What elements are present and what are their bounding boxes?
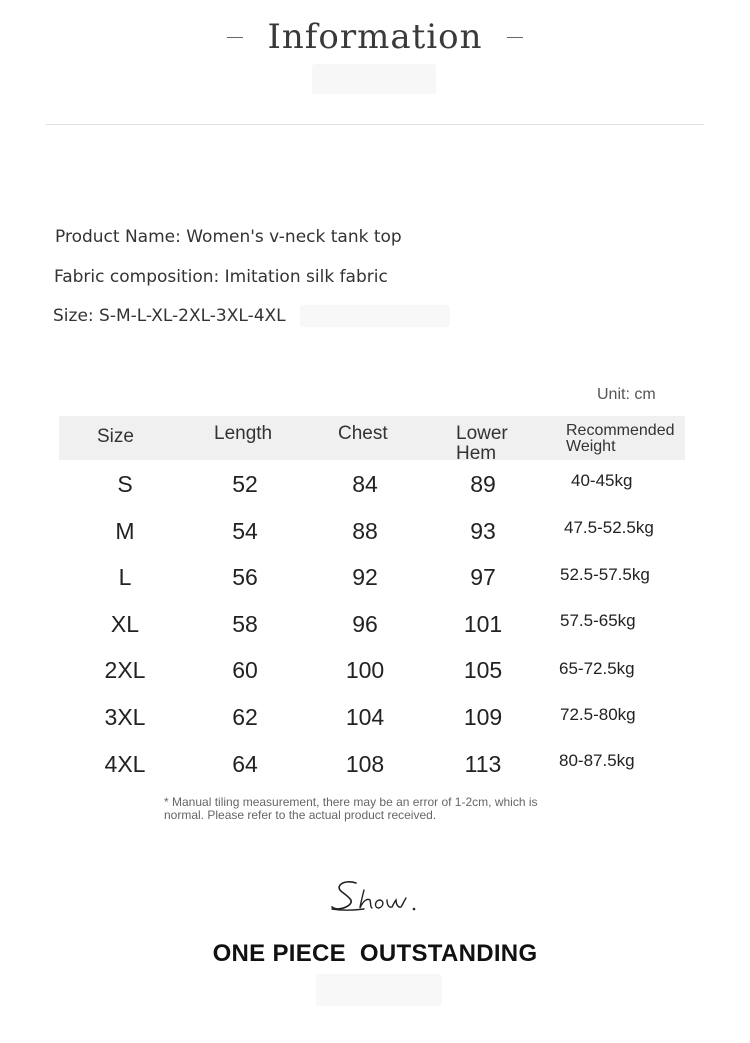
cell-chest: 104 [345, 704, 385, 730]
header-size: Size [97, 426, 134, 447]
product-name: Product Name: Women's v-neck tank top [55, 227, 402, 247]
cell-length: 62 [232, 704, 258, 730]
cell-hem: 93 [470, 518, 496, 544]
cell-length: 58 [232, 611, 258, 637]
header-lower-hem-line1: Lower [456, 423, 508, 444]
page-title: Information [267, 17, 483, 57]
header-chest: Chest [338, 423, 388, 444]
unit-label: Unit: cm [597, 386, 656, 403]
signature-graphic [330, 876, 422, 916]
cell-chest: 108 [345, 751, 385, 777]
header-recommended-weight [566, 423, 675, 455]
cell-chest: 84 [352, 471, 378, 497]
cell-size: 4XL [104, 751, 146, 777]
cell-weight: 40-45kg [571, 471, 633, 490]
cell-length: 54 [232, 518, 258, 544]
page-header [0, 12, 750, 62]
cell-size: M [115, 518, 135, 544]
cell-length: 56 [232, 564, 258, 590]
cell-weight: 65-72.5kg [559, 659, 635, 678]
faint-watermark [312, 64, 436, 94]
faint-watermark [300, 305, 450, 327]
header-lower-hem-line2: Hem [456, 443, 497, 464]
faint-watermark [316, 974, 442, 1006]
header-length: Length [214, 423, 273, 444]
size-list: Size: S-M-L-XL-2XL-3XL-4XL [53, 306, 286, 326]
cell-size: XL [110, 611, 140, 637]
divider [46, 124, 704, 125]
cell-weight: 47.5-52.5kg [564, 518, 654, 537]
measurement-note-line1: * Manual tiling measurement, there may be an error of 1-2cm, which is [164, 795, 538, 809]
measurement-note [164, 796, 584, 822]
cell-hem: 89 [470, 471, 496, 497]
cell-size: S [117, 471, 133, 497]
header-weight-line1: Recommended [566, 422, 675, 439]
cell-weight: 52.5-57.5kg [560, 565, 650, 584]
cell-size: 2XL [104, 657, 146, 683]
signature-logo [330, 876, 422, 916]
slogan: ONE PIECE OUTSTANDING [212, 940, 538, 967]
cell-length: 52 [232, 471, 258, 497]
cell-size: L [118, 564, 132, 590]
cell-chest: 88 [352, 518, 378, 544]
measurement-note-line2: normal. Please refer to the actual product received. [164, 808, 437, 822]
header-weight-line2: Weight [566, 438, 616, 455]
cell-weight: 72.5-80kg [560, 705, 636, 724]
cell-size: 3XL [104, 704, 146, 730]
cell-chest: 96 [352, 611, 378, 637]
fabric-composition: Fabric composition: Imitation silk fabric [54, 267, 388, 287]
cell-length: 64 [232, 751, 258, 777]
cell-chest: 92 [352, 564, 378, 590]
cell-hem: 109 [463, 704, 503, 730]
cell-hem: 105 [463, 657, 503, 683]
cell-hem: 113 [464, 751, 502, 777]
cell-hem: 97 [470, 564, 496, 590]
header-dash-left [227, 37, 243, 38]
cell-length: 60 [232, 657, 258, 683]
cell-weight: 80-87.5kg [559, 751, 635, 770]
header-dash-right [507, 37, 523, 38]
cell-chest: 100 [345, 657, 385, 683]
header-lower-hem [456, 424, 508, 464]
cell-weight: 57.5-65kg [560, 611, 636, 630]
cell-hem: 101 [463, 611, 503, 637]
